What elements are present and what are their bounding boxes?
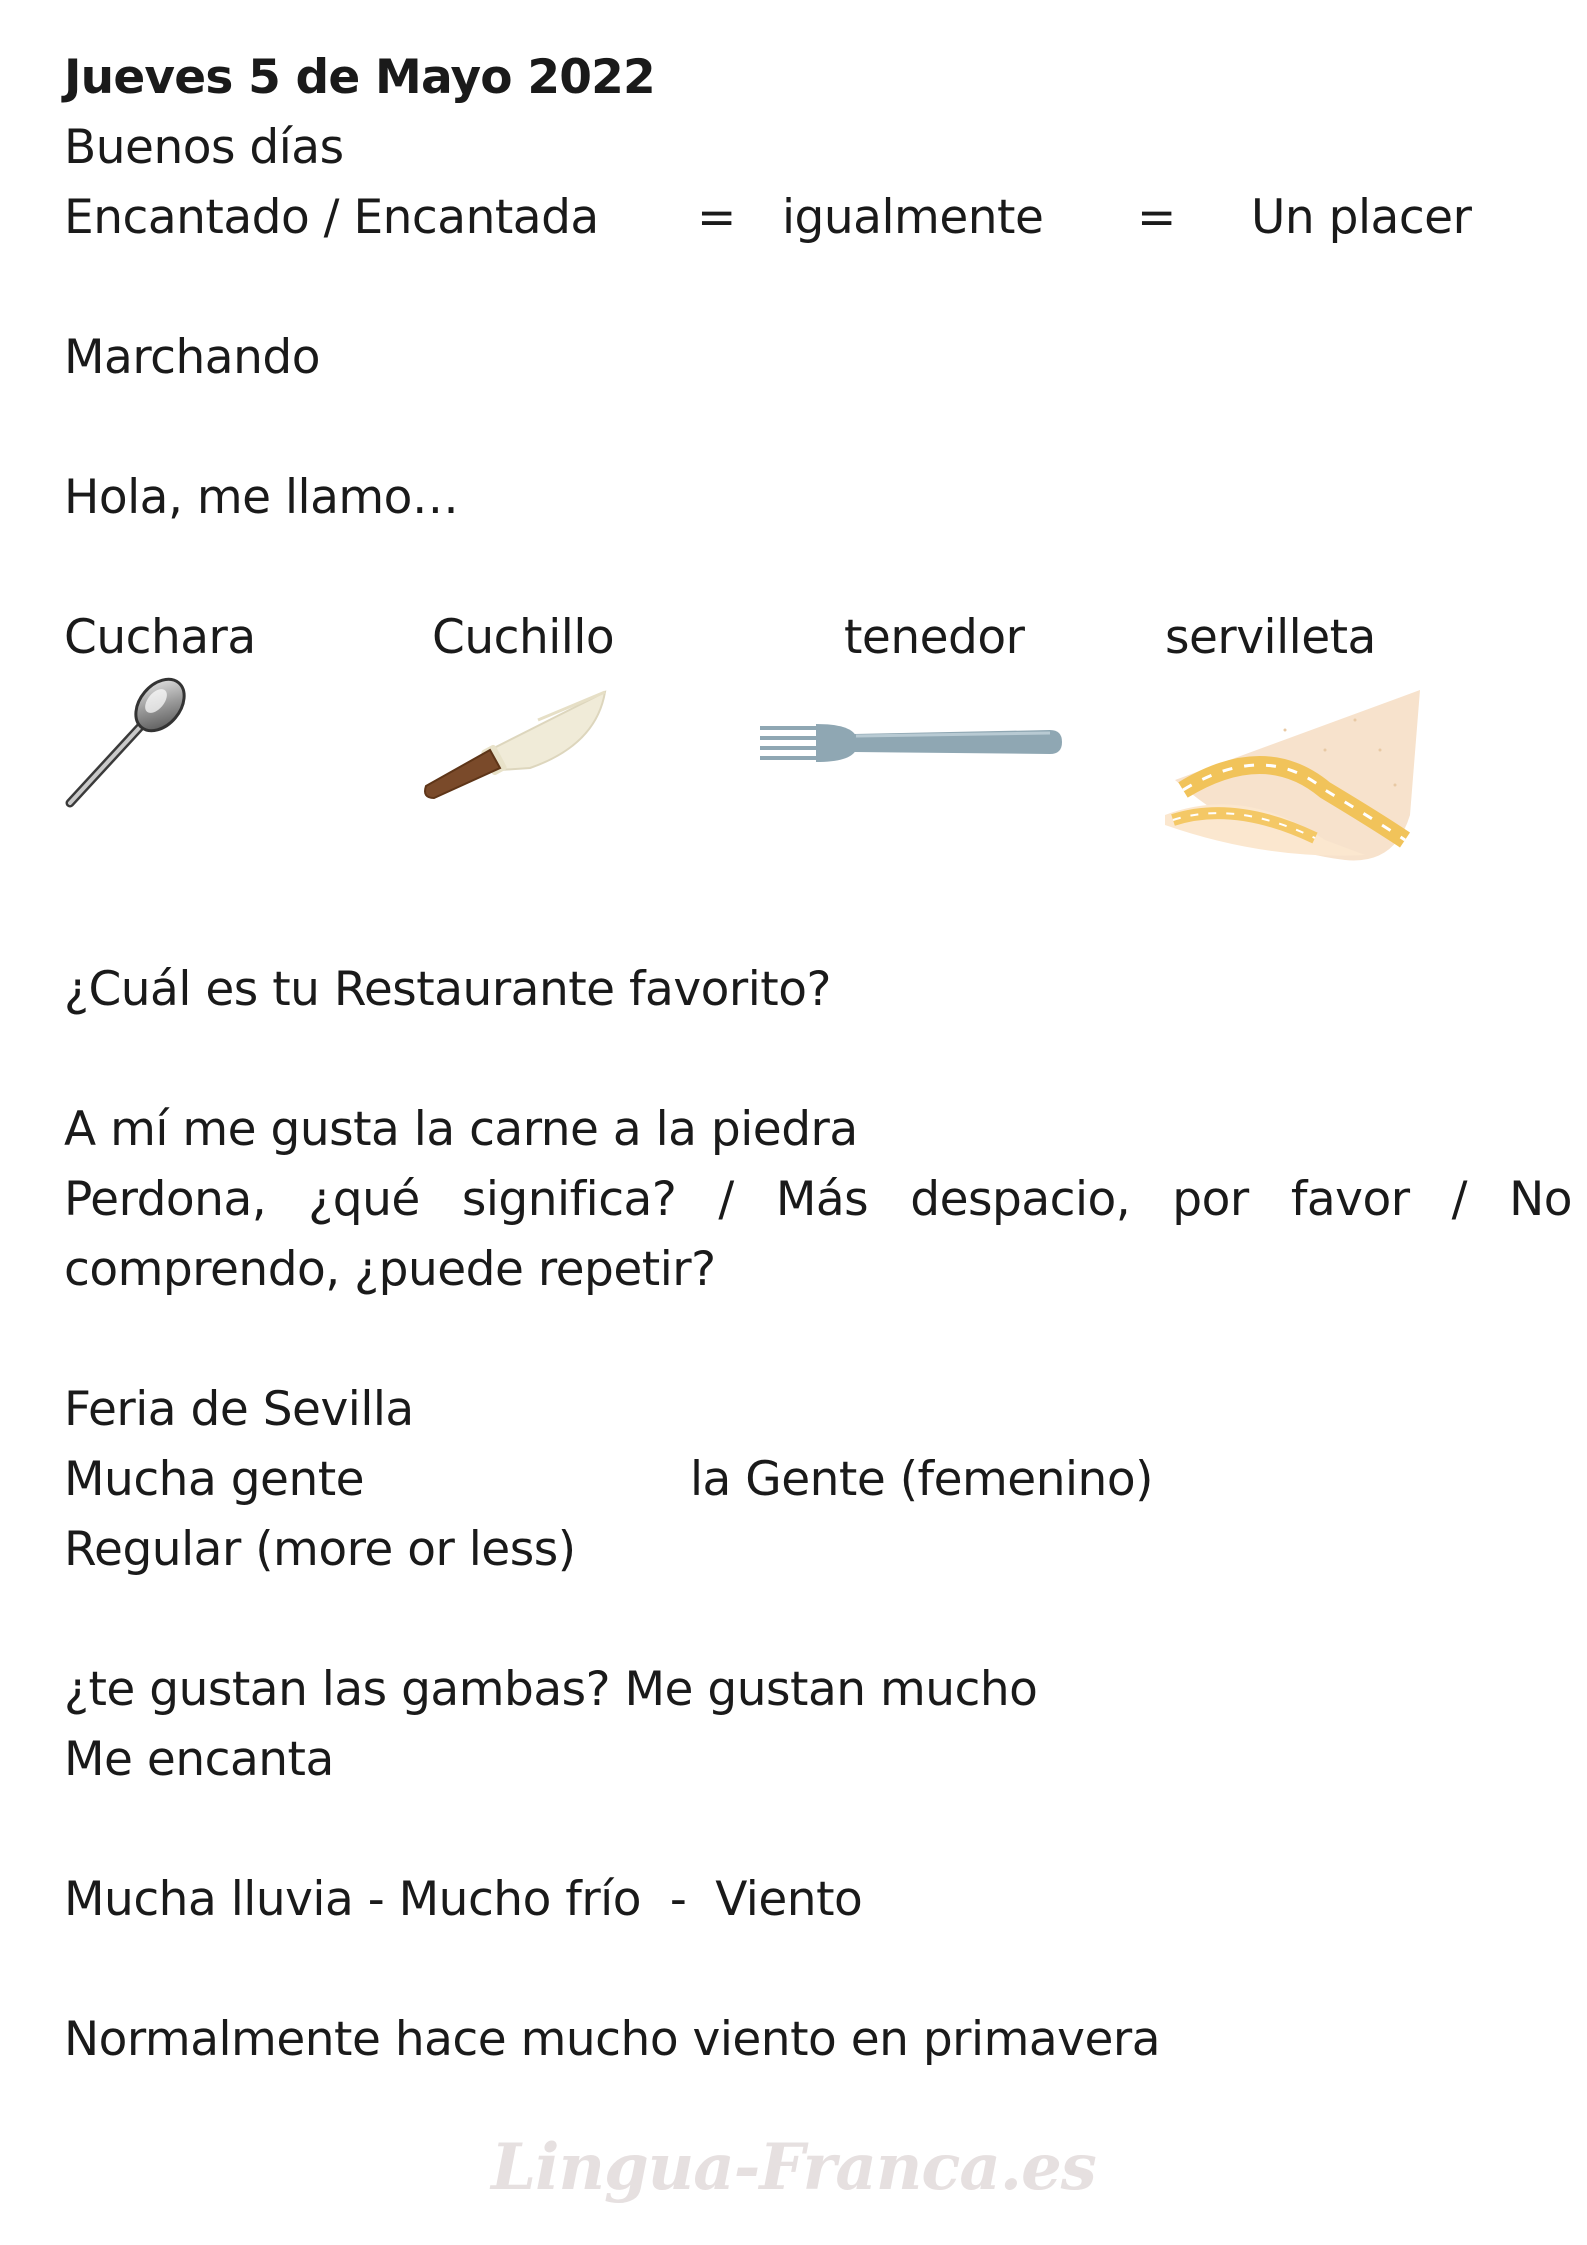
perdona-text: Perdona, ¿qué significa? / Más despacio, por favor / No comprendo, ¿puede repetir? xyxy=(64,1172,1572,1297)
tenedor-label: tenedor xyxy=(844,610,1025,665)
gambas-text: ¿te gustan las gambas? Me gustan mucho xyxy=(64,1662,1038,1717)
equals-sign-1: = xyxy=(697,190,736,245)
cuchara-label: Cuchara xyxy=(64,610,256,665)
igualmente-text: igualmente xyxy=(782,190,1044,245)
un-placer-text: Un placer xyxy=(1251,190,1472,245)
la-gente-text: la Gente (femenino) xyxy=(690,1452,1153,1507)
normalmente-text: Normalmente hace mucho viento en primavera xyxy=(64,2012,1161,2067)
encanta-text: Me encanta xyxy=(64,1732,334,1787)
cuchillo-label: Cuchillo xyxy=(432,610,615,665)
knife-icon xyxy=(420,690,610,800)
encantado-text: Encantado / Encantada xyxy=(64,190,599,245)
regular-text: Regular (more or less) xyxy=(64,1522,576,1577)
spoon-icon xyxy=(60,675,195,815)
weather-text: Mucha lluvia - Mucho frío - Viento xyxy=(64,1872,863,1927)
marchando-text: Marchando xyxy=(64,330,320,385)
equals-sign-2: = xyxy=(1137,190,1176,245)
greeting-text: Buenos días xyxy=(64,120,344,175)
restaurant-question: ¿Cuál es tu Restaurante favorito? xyxy=(64,962,831,1017)
fork-icon xyxy=(760,720,1065,770)
feria-text: Feria de Sevilla xyxy=(64,1382,414,1437)
servilleta-label: servilleta xyxy=(1165,610,1376,665)
hola-text: Hola, me llamo… xyxy=(64,470,459,525)
napkin-icon xyxy=(1165,690,1425,865)
carne-text: A mí me gusta la carne a la piedra xyxy=(64,1102,858,1157)
page-title: Jueves 5 de Mayo 2022 xyxy=(64,50,655,105)
watermark-text: Lingua-Franca.es xyxy=(491,2130,1096,2205)
mucha-gente-text: Mucha gente xyxy=(64,1452,365,1507)
